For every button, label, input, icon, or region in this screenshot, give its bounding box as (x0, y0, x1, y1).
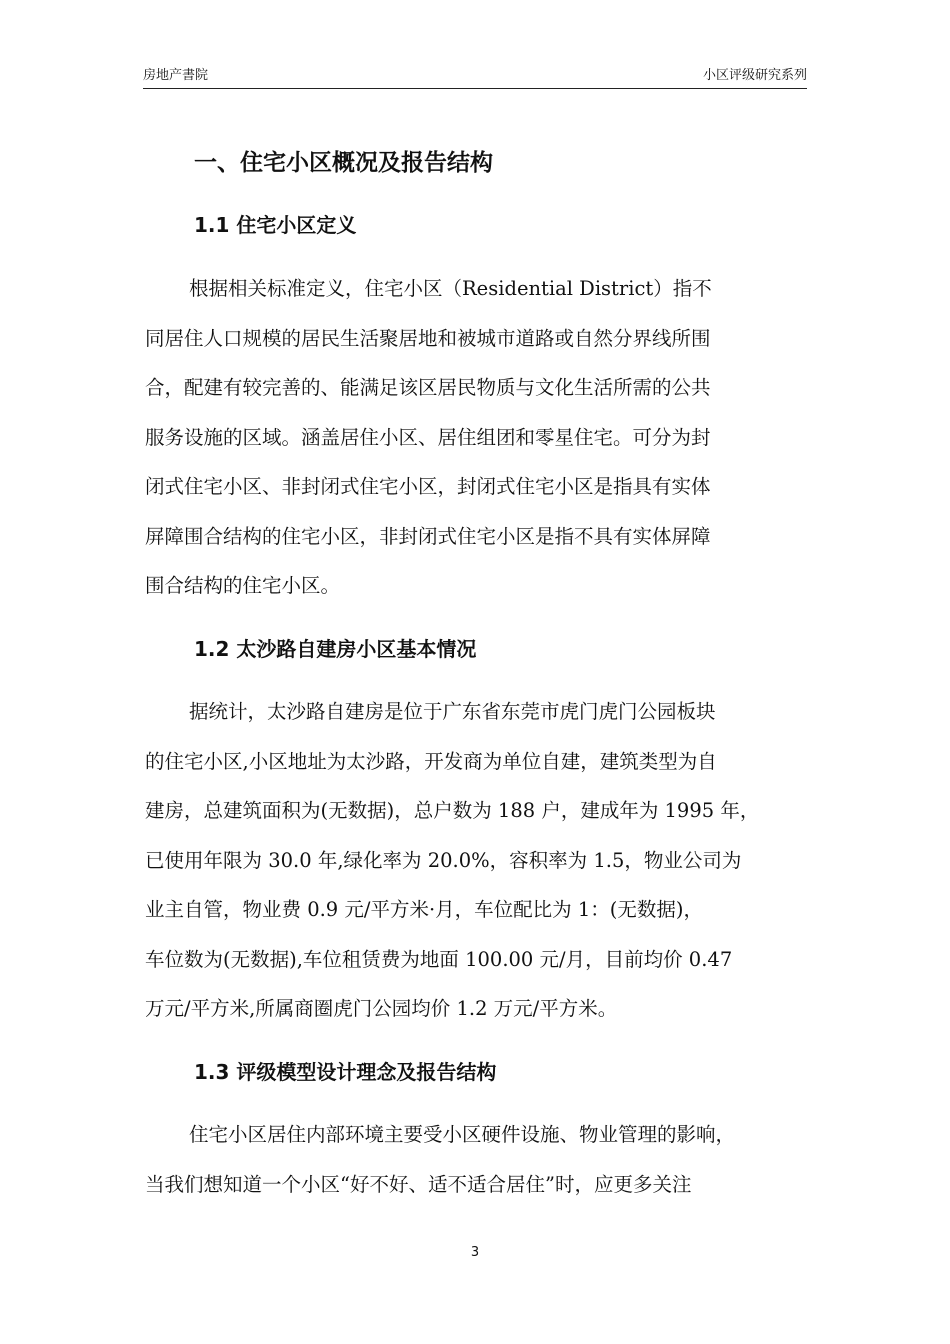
section-paragraph-1-2 (145, 687, 813, 1034)
section-heading-1-2: 1.2 太沙路自建房小区基本情况 (194, 637, 477, 661)
chapter-heading: 一、住宅小区概况及报告结构 (194, 150, 493, 176)
paragraph-line: 闭式住宅小区、非封闭式住宅小区，封闭式住宅小区是指具有实体 (145, 475, 711, 498)
paragraph-line: 围合结构的住宅小区。 (145, 574, 341, 597)
paragraph-line: 业主自管，物业费 0.9 元/平方米·月，车位配比为 1：(无数据)， (145, 898, 703, 921)
paragraph-line: 万元/平方米,所属商圈虎门公园均价 1.2 万元/平方米。 (145, 997, 618, 1020)
page-header (143, 66, 807, 89)
paragraph-line: 据统计，太沙路自建房是位于广东省东莞市虎门虎门公园板块 (189, 700, 716, 723)
section-heading-1-3: 1.3 评级模型设计理念及报告结构 (194, 1060, 497, 1084)
header-publisher: 房地产書院 (143, 68, 209, 83)
paragraph-line: 车位数为(无数据),车位租赁费为地面 100.00 元/月，目前均价 0.47 (145, 947, 733, 971)
paragraph-line: 已使用年限为 30.0 年,绿化率为 20.0%，容积率为 1.5，物业公司为 (145, 848, 742, 872)
paragraph-line: 根据相关标准定义，住宅小区（Residential District）指不 (189, 277, 712, 300)
page-number: 3 (470, 1245, 480, 1260)
paragraph-line: 屏障围合结构的住宅小区，非封闭式住宅小区是指不具有实体屏障 (145, 524, 711, 548)
paragraph-line: 当我们想知道一个小区“好不好、适不适合居住”时，应更多关注 (145, 1172, 692, 1196)
paragraph-line: 同居住人口规模的居民生活聚居地和被城市道路或自然分界线所围 (145, 326, 711, 350)
paragraph-line: 住宅小区居住内部环境主要受小区硬件设施、物业管理的影响， (189, 1123, 736, 1146)
section-heading-1-1: 1.1 住宅小区定义 (194, 213, 357, 237)
section-paragraph-1-1 (145, 264, 813, 611)
paragraph-line: 的住宅小区,小区地址为太沙路，开发商为单位自建，建筑类型为自 (145, 749, 717, 773)
paragraph-line: 服务设施的区域。涵盖居住小区、居住组团和零星住宅。可分为封 (145, 425, 711, 449)
section-paragraph-1-3 (145, 1110, 813, 1209)
paragraph-line: 建房，总建筑面积为(无数据)，总户数为 188 户，建成年为 1995 年， (145, 799, 760, 822)
paragraph-line: 合，配建有较完善的、能满足该区居民物质与文化生活所需的公共 (145, 376, 711, 399)
header-series-title: 小区评级研究系列 (702, 68, 807, 83)
